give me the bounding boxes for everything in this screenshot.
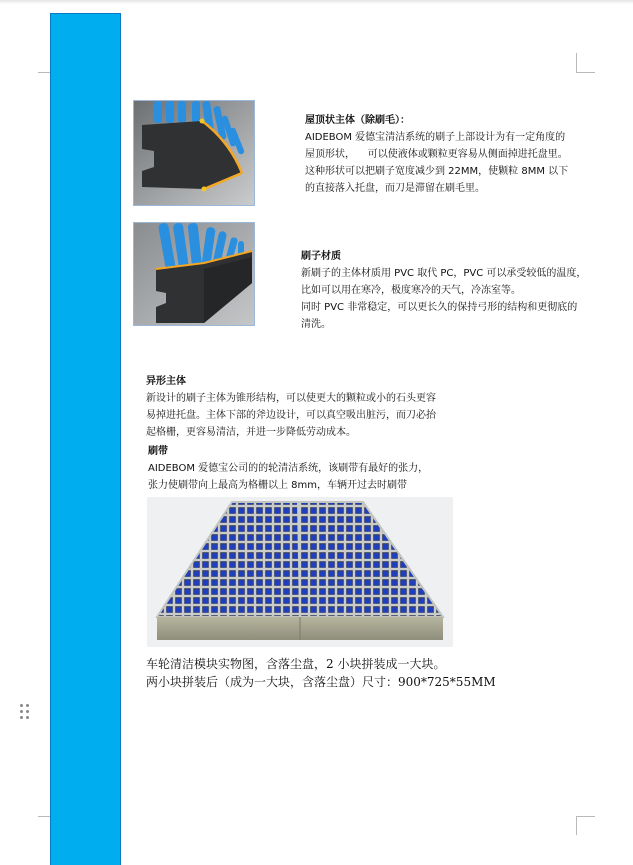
section-brush-strip	[148, 443, 428, 494]
brush-roof-profile-image	[133, 100, 255, 206]
paragraph-line: 清洗。	[301, 319, 331, 330]
paragraph-line: 比如可以用在寒冷，极度寒冷的天气，冷冻室等。	[301, 285, 521, 296]
paragraph-line: AIDEBOM 爱德宝清洁系统的刷子上部设计为有一定角度的	[305, 132, 566, 143]
crop-mark-top-right-h	[576, 72, 595, 73]
paragraph-line: AIDEBOM 爱德宝公司的的轮清洁系统，该刷带有最好的张力，	[148, 463, 429, 474]
paragraph-line: 的直接落入托盘，而刀是滞留在刷毛里。	[305, 183, 485, 194]
page-top-shadow	[0, 0, 633, 4]
section-roof-shaped-body	[305, 112, 568, 197]
paragraph-line: 屋顶形状， 可以使液体或颗粒更容易从侧面掉进托盘里。	[305, 149, 568, 160]
paragraph-line: 这种形状可以把刷子宽度减少到 22MM，使颗粒 8MM 以下	[305, 166, 569, 177]
caption-line: 两小块拼装后（成为一大块，含落尘盘）尺寸：900*725*55MM	[146, 675, 496, 689]
paragraph-line: 张力使刷带向上最高为格栅以上 8mm，车辆开过去时刷带	[148, 480, 408, 491]
brush-material-image	[133, 222, 255, 326]
wheel-cleaning-grid-module-image	[147, 497, 453, 647]
section-brush-material	[301, 248, 586, 333]
paragraph-line: 新设计的刷子主体为锥形结构，可以使更大的颗粒或小的石头更容	[146, 393, 436, 404]
section-heading: 屋顶状主体（除刷毛）：	[305, 115, 410, 126]
paragraph-line: 起格栅，更容易清洁，并进一步降低劳动成本。	[146, 427, 356, 438]
decorative-blue-sidebar	[50, 13, 121, 865]
paragraph-line: 新刷子的主体材质用 PVC 取代 PC，PVC 可以承受较低的温度，	[301, 268, 587, 279]
caption-line: 车轮清洁模块实物图，含落尘盘，2 小块拼装成一大块。	[146, 657, 446, 671]
section-heading: 异形主体	[146, 376, 186, 387]
crop-mark-top-right-v	[576, 53, 577, 73]
section-heading: 刷带	[148, 446, 168, 457]
crop-mark-bottom-right-h	[576, 816, 595, 817]
paragraph-line: 易掉进托盘。主体下部的斧边设计，可以真空吸出脏污，而刀必抬	[146, 410, 436, 421]
section-shaped-body	[146, 373, 436, 441]
drag-handle-icon[interactable]	[20, 704, 30, 720]
section-heading: 刷子材质	[301, 251, 341, 262]
paragraph-line: 同时 PVC 非常稳定，可以更长久的保持弓形的结构和更彻底的	[301, 302, 578, 313]
module-caption	[146, 655, 496, 691]
crop-mark-top-left	[38, 72, 50, 73]
crop-mark-bottom-left	[38, 816, 50, 817]
crop-mark-bottom-right-v	[576, 816, 577, 835]
